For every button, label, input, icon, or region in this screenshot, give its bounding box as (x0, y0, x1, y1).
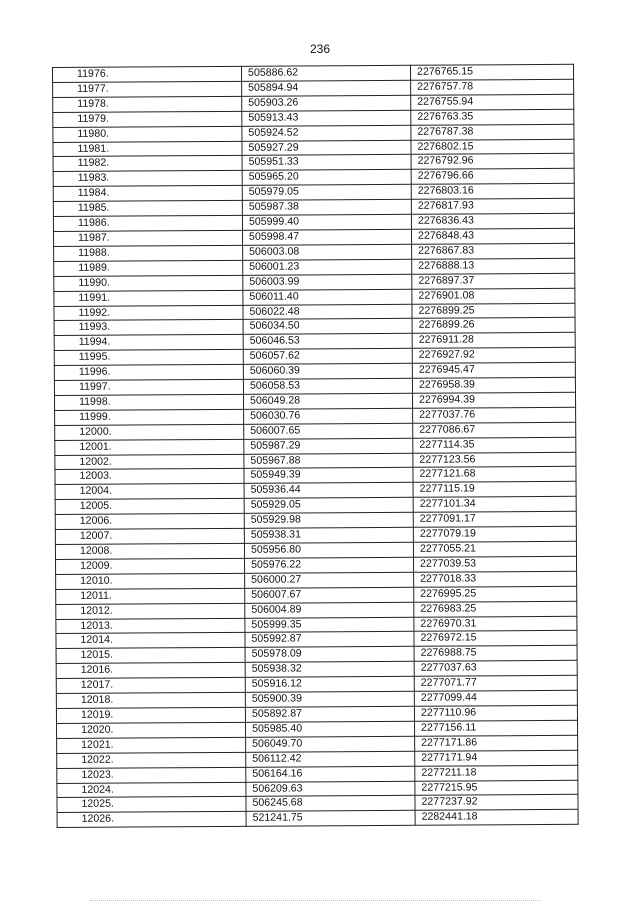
easting-cell: 505987.38 (242, 199, 411, 215)
row-id-cell: 11997. (54, 379, 243, 395)
row-id-cell: 12015. (56, 648, 245, 664)
page-number: 236 (309, 42, 331, 56)
easting-cell: 506209.63 (246, 781, 415, 797)
northing-cell: 2277037.76 (413, 407, 576, 423)
easting-cell: 505938.31 (244, 527, 413, 543)
easting-cell: 506046.53 (243, 334, 412, 350)
row-id-cell: 12009. (56, 558, 245, 574)
row-id-cell: 12008. (55, 543, 244, 559)
northing-cell: 2276848.43 (411, 228, 574, 244)
easting-cell: 505985.40 (246, 721, 415, 737)
easting-cell: 506003.08 (243, 244, 412, 260)
easting-cell: 505967.88 (244, 453, 413, 469)
row-id-cell: 11994. (54, 335, 243, 351)
easting-cell: 505949.39 (244, 468, 413, 484)
easting-cell: 506000.27 (245, 572, 414, 588)
easting-cell: 506007.65 (244, 423, 413, 439)
row-id-cell: 12012. (56, 603, 245, 619)
northing-cell: 2276787.38 (411, 124, 574, 140)
northing-cell: 2277071.77 (414, 675, 577, 691)
easting-cell: 505976.22 (245, 557, 414, 573)
row-id-cell: 12022. (57, 752, 246, 768)
easting-cell: 505992.87 (245, 632, 414, 648)
northing-cell: 2277171.94 (415, 750, 578, 766)
northing-cell: 2276796.66 (411, 169, 574, 185)
row-id-cell: 11990. (54, 275, 243, 291)
easting-cell: 506049.28 (244, 393, 413, 409)
easting-cell: 505938.32 (245, 662, 414, 678)
easting-cell: 505913.43 (242, 110, 411, 126)
easting-cell: 505903.26 (242, 95, 411, 111)
northing-cell: 2277037.63 (414, 661, 577, 677)
row-id-cell: 12002. (55, 454, 244, 470)
row-id-cell: 12026. (57, 812, 246, 828)
northing-cell: 2277115.19 (413, 482, 576, 498)
row-id-cell: 11992. (54, 305, 243, 321)
easting-cell: 506007.67 (245, 587, 414, 603)
coordinates-table (52, 64, 579, 828)
row-id-cell: 12003. (55, 469, 244, 485)
row-id-cell: 12001. (55, 439, 244, 455)
easting-cell: 506112.42 (246, 751, 415, 767)
easting-cell: 505916.12 (245, 676, 414, 692)
row-id-cell: 11993. (54, 320, 243, 336)
row-id-cell: 12023. (57, 767, 246, 783)
easting-cell: 521241.75 (246, 811, 415, 827)
row-id-cell: 12014. (56, 633, 245, 649)
row-id-cell: 11977. (53, 81, 242, 97)
northing-cell: 2277110.96 (414, 705, 577, 721)
northing-cell: 2276763.35 (411, 109, 574, 125)
row-id-cell: 11986. (53, 215, 242, 231)
row-id-cell: 11989. (54, 260, 243, 276)
row-id-cell: 12021. (57, 737, 246, 753)
northing-cell: 2277123.56 (413, 452, 576, 468)
row-id-cell: 12016. (56, 663, 245, 679)
easting-cell: 505924.52 (242, 125, 411, 141)
row-id-cell: 11984. (53, 186, 242, 202)
row-id-cell: 12018. (56, 692, 245, 708)
row-id-cell: 11991. (54, 290, 243, 306)
northing-cell: 2277086.67 (413, 422, 576, 438)
row-id-cell: 11978. (53, 96, 242, 112)
row-id-cell: 11988. (54, 245, 243, 261)
easting-cell: 506245.68 (246, 796, 415, 812)
northing-cell: 2277018.33 (414, 571, 577, 587)
row-id-cell: 12013. (56, 618, 245, 634)
easting-cell: 506060.39 (243, 363, 412, 379)
easting-cell: 505936.44 (244, 483, 413, 499)
easting-cell: 505929.05 (244, 498, 413, 514)
row-id-cell: 12007. (55, 528, 244, 544)
northing-cell: 2276792.96 (411, 154, 574, 170)
easting-cell: 506022.48 (243, 304, 412, 320)
northing-cell: 2277237.92 (415, 795, 578, 811)
row-id-cell: 11999. (55, 409, 244, 425)
northing-cell: 2276757.78 (411, 79, 574, 95)
row-id-cell: 11981. (53, 141, 242, 157)
northing-cell: 2276983.25 (414, 601, 577, 617)
northing-cell: 2282441.18 (415, 810, 578, 826)
northing-cell: 2277055.21 (413, 541, 576, 557)
row-id-cell: 11985. (53, 200, 242, 216)
easting-cell: 505998.47 (243, 229, 412, 245)
table-body (53, 64, 579, 827)
northing-cell: 2276994.39 (412, 392, 575, 408)
northing-cell: 2276899.26 (412, 318, 575, 334)
easting-cell: 505900.39 (245, 691, 414, 707)
row-id-cell: 11976. (53, 66, 242, 82)
northing-cell: 2276802.15 (411, 139, 574, 155)
northing-cell: 2277156.11 (415, 720, 578, 736)
easting-cell: 505927.29 (242, 140, 411, 156)
northing-cell: 2277121.68 (413, 467, 576, 483)
table-row (57, 810, 578, 828)
easting-cell: 506034.50 (243, 319, 412, 335)
row-id-cell: 12011. (56, 588, 245, 604)
easting-cell: 506057.62 (243, 349, 412, 365)
northing-cell: 2277101.34 (413, 497, 576, 513)
coordinates-table-wrapper (52, 64, 579, 828)
northing-cell: 2276995.25 (414, 586, 577, 602)
easting-cell: 505886.62 (241, 65, 410, 81)
northing-cell: 2277039.53 (414, 556, 577, 572)
northing-cell: 2276972.15 (414, 631, 577, 647)
row-id-cell: 11983. (53, 171, 242, 187)
northing-cell: 2276867.83 (412, 243, 575, 259)
easting-cell: 505956.80 (244, 542, 413, 558)
northing-cell: 2276970.31 (414, 616, 577, 632)
row-id-cell: 12020. (57, 722, 246, 738)
northing-cell: 2276803.16 (411, 184, 574, 200)
row-id-cell: 11995. (54, 350, 243, 366)
northing-cell: 2277099.44 (414, 690, 577, 706)
northing-cell: 2277091.17 (413, 511, 576, 527)
row-id-cell: 12019. (56, 707, 245, 723)
easting-cell: 506003.99 (243, 274, 412, 290)
row-id-cell: 11998. (55, 394, 244, 410)
northing-cell: 2277079.19 (413, 526, 576, 542)
easting-cell: 505978.09 (245, 647, 414, 663)
easting-cell: 506049.70 (246, 736, 415, 752)
row-id-cell: 12017. (56, 677, 245, 693)
northing-cell: 2277171.86 (415, 735, 578, 751)
row-id-cell: 12010. (56, 573, 245, 589)
easting-cell: 506004.89 (245, 602, 414, 618)
row-id-cell: 11996. (54, 364, 243, 380)
northing-cell: 2277114.35 (413, 437, 576, 453)
northing-cell: 2276901.08 (412, 288, 575, 304)
row-id-cell: 12024. (57, 782, 246, 798)
easting-cell: 505987.29 (244, 438, 413, 454)
page-edge-line (90, 900, 540, 901)
row-id-cell: 11987. (54, 230, 243, 246)
northing-cell: 2277215.95 (415, 780, 578, 796)
row-id-cell: 12000. (55, 424, 244, 440)
northing-cell: 2276755.94 (411, 94, 574, 110)
row-id-cell: 12006. (55, 514, 244, 530)
easting-cell: 505965.20 (242, 170, 411, 186)
row-id-cell: 11982. (53, 156, 242, 172)
row-id-cell: 12004. (55, 484, 244, 500)
easting-cell: 505979.05 (242, 185, 411, 201)
northing-cell: 2276988.75 (414, 646, 577, 662)
easting-cell: 505894.94 (242, 80, 411, 96)
northing-cell: 2276836.43 (411, 213, 574, 229)
easting-cell: 505951.33 (242, 155, 411, 171)
northing-cell: 2276817.93 (411, 198, 574, 214)
northing-cell: 2276958.39 (412, 377, 575, 393)
northing-cell: 2276765.15 (410, 64, 573, 80)
northing-cell: 2276911.28 (412, 333, 575, 349)
row-id-cell: 11979. (53, 111, 242, 127)
easting-cell: 506030.76 (244, 408, 413, 424)
easting-cell: 506058.53 (243, 378, 412, 394)
easting-cell: 506164.16 (246, 766, 415, 782)
northing-cell: 2276945.47 (412, 362, 575, 378)
northing-cell: 2276897.37 (412, 273, 575, 289)
easting-cell: 505929.98 (244, 512, 413, 528)
easting-cell: 505999.35 (245, 617, 414, 633)
row-id-cell: 11980. (53, 126, 242, 142)
northing-cell: 2276888.13 (412, 258, 575, 274)
northing-cell: 2276899.25 (412, 303, 575, 319)
easting-cell: 505892.87 (245, 706, 414, 722)
row-id-cell: 12025. (57, 797, 246, 813)
easting-cell: 506011.40 (243, 289, 412, 305)
row-id-cell: 12005. (55, 499, 244, 515)
northing-cell: 2276927.92 (412, 348, 575, 364)
easting-cell: 506001.23 (243, 259, 412, 275)
northing-cell: 2277211.18 (415, 765, 578, 781)
easting-cell: 505999.40 (242, 214, 411, 230)
